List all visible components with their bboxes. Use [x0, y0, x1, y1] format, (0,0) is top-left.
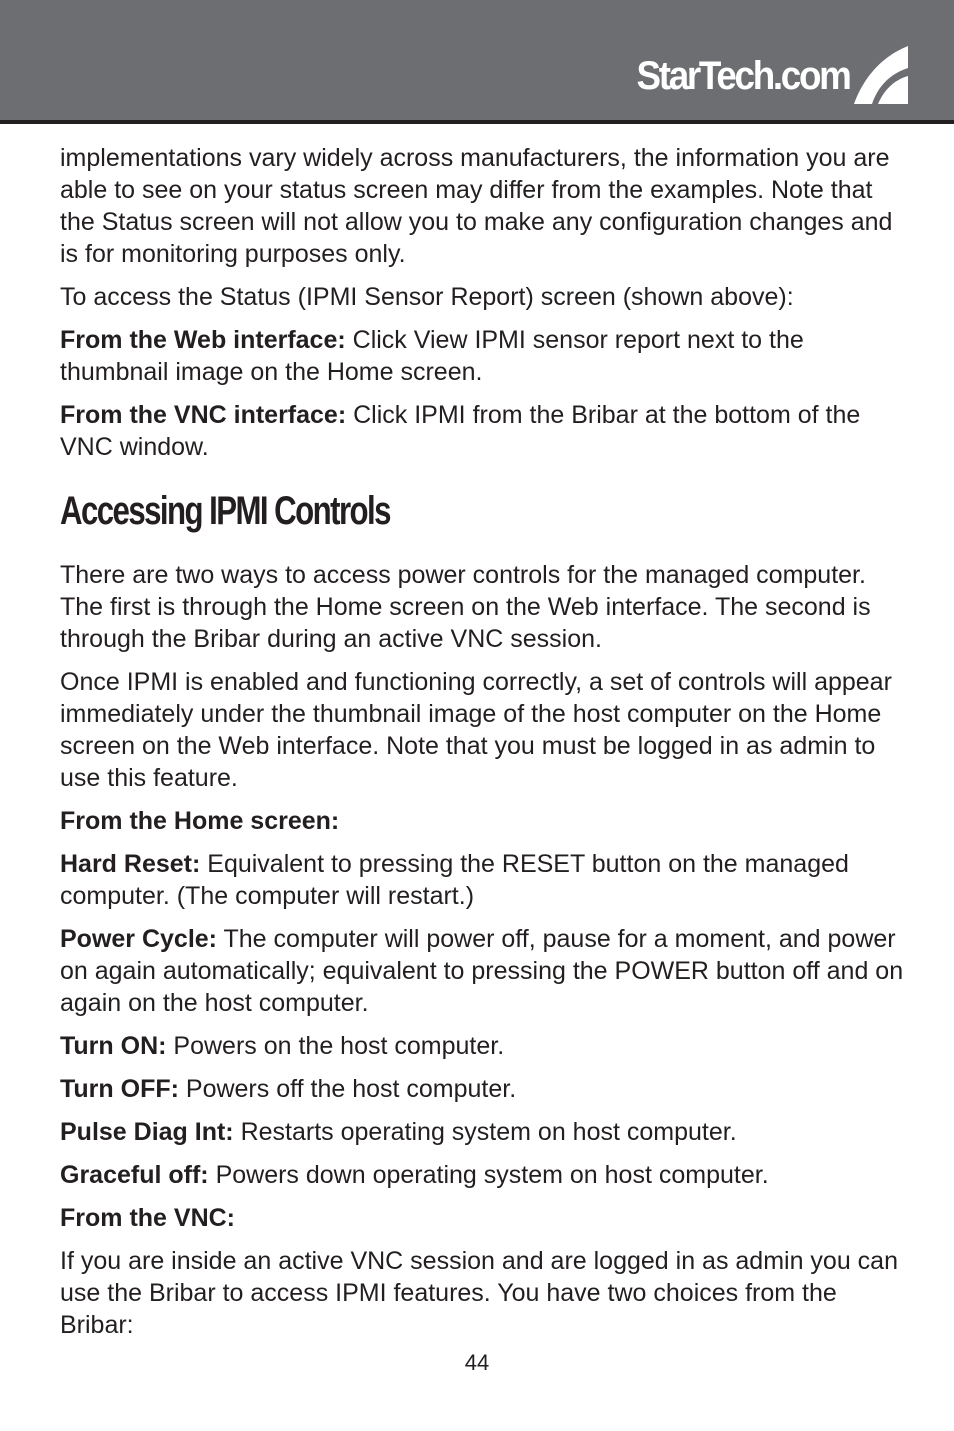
- home-screen-heading: From the Home screen:: [60, 807, 340, 835]
- body-paragraph: There are two ways to access power controls for the managed computer. The first is through the Home screen on the Web interface. The second is through the Bribar during an active VNC session.: [60, 561, 871, 653]
- web-interface-label: From the Web interface:: [60, 326, 346, 354]
- startech-logo: [618, 44, 910, 104]
- body-paragraph: implementations vary widely across manufacturers, the information you are able to see on your status screen may differ from the examples. Note that the Status screen will not allow you to make any configuration changes and is for monitoring purposes only.: [60, 144, 893, 268]
- control-pulse-diag: [60, 1116, 905, 1148]
- control-label: Hard Reset:: [60, 850, 201, 878]
- control-hard-reset: [60, 848, 905, 912]
- vnc-interface-text: Click IPMI from the Bribar at the bottom of the VNC window.: [60, 401, 861, 461]
- vnc-paragraph: If you are inside an active VNC session and are logged in as admin you can use the Bribar to access IPMI features. You have two choices from the Bribar:: [60, 1247, 898, 1339]
- control-turn-on: [60, 1030, 905, 1062]
- vnc-interface-label: From the VNC interface:: [60, 401, 347, 429]
- control-description: Powers off the host computer.: [178, 1075, 517, 1103]
- vnc-heading: From the VNC:: [60, 1204, 235, 1232]
- web-interface-text: Click View IPMI sensor report next to the thumbnail image on the Home screen.: [60, 326, 804, 386]
- page-number: 44: [464, 1350, 490, 1375]
- control-turn-off: [60, 1073, 905, 1105]
- control-label: Pulse Diag Int:: [60, 1118, 234, 1146]
- control-power-cycle: [60, 923, 905, 1019]
- control-description: Powers on the host computer.: [166, 1032, 505, 1060]
- logo-swoosh-icon: [852, 46, 910, 104]
- page-header: [0, 0, 954, 124]
- control-description: The computer will power off, pause for a moment, and power on again automatically; equivalent to pressing the POWER button off and on again on the host computer.: [60, 925, 904, 1017]
- control-label: Turn ON:: [60, 1032, 167, 1060]
- control-description: Equivalent to pressing the RESET button on the managed computer. (The computer will restart.): [60, 850, 849, 910]
- web-interface-instruction: [60, 324, 905, 388]
- vnc-interface-instruction: [60, 399, 905, 463]
- control-description: Restarts operating system on host computer.: [233, 1118, 737, 1146]
- logo-wordmark: StarTech.com: [636, 54, 850, 98]
- control-label: Graceful off:: [60, 1161, 209, 1189]
- control-description: Powers down operating system on host computer.: [208, 1161, 769, 1189]
- control-label: Power Cycle:: [60, 925, 218, 953]
- section-title: Accessing IPMI Controls: [60, 489, 390, 533]
- body-paragraph: To access the Status (IPMI Sensor Report) screen (shown above):: [60, 283, 794, 311]
- control-graceful-off: [60, 1159, 905, 1191]
- page-body: [60, 142, 905, 1352]
- body-paragraph: Once IPMI is enabled and functioning correctly, a set of controls will appear immediately under the thumbnail image of the host computer on the Home screen on the Web interface. Note that you must be logged in as admin to use this feature.: [60, 668, 892, 792]
- control-label: Turn OFF:: [60, 1075, 179, 1103]
